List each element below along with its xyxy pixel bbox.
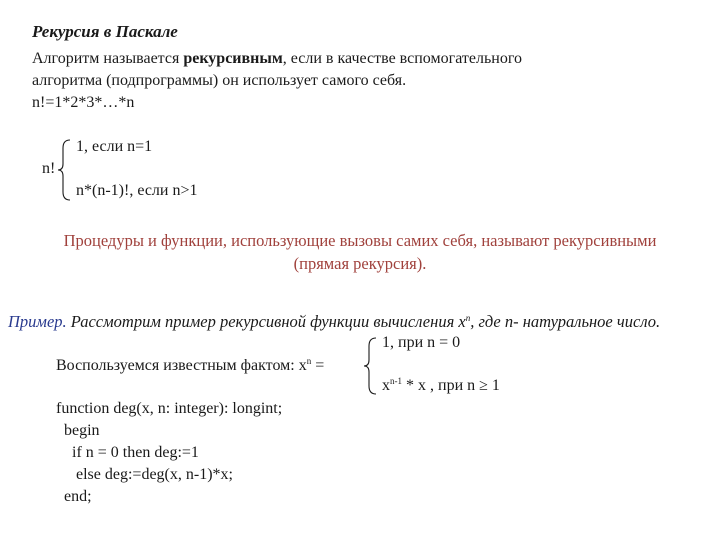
recursion-note-line-2: (прямая рекурсия). (293, 254, 427, 273)
code-line: else deg:=deg(x, n-1)*x; (56, 466, 233, 483)
example-lead: Пример. (8, 312, 67, 331)
power-fact-lhs (56, 356, 324, 375)
power-case-1: 1, при n = 0 (382, 334, 461, 351)
definition-text-cont: , если в качестве вспомогательного (282, 50, 522, 67)
code-line: function deg(x, n: integer): longint; (56, 400, 283, 417)
factorial-formula: n!=1*2*3*…*n (32, 94, 135, 111)
page-title: Рекурсия в Паскале (32, 22, 178, 41)
example-text-end: , где n- натуральное число. (470, 312, 661, 331)
recursion-note-line-1: Процедуры и функции, использующие вызовы самих себя, называют рекурсивными (63, 231, 657, 250)
example-statement (8, 312, 660, 332)
definition-bold-term: рекурсивным (183, 50, 283, 67)
power-fact-equals: = (311, 357, 325, 374)
factorial-case-1: 1, если n=1 (76, 138, 153, 155)
definition-line-1 (32, 50, 522, 68)
power-case-2 (382, 376, 500, 395)
left-brace-icon (56, 138, 72, 202)
definition-line-2: алгоритма (подпрограммы) он использует самого себя. (32, 72, 407, 89)
power-fact-sup: n (306, 356, 312, 366)
power-case-sup: n-1 (390, 376, 402, 386)
code-block (56, 398, 282, 508)
factorial-case-2: n*(n-1)!, если n>1 (76, 182, 198, 199)
code-line: if n = 0 then deg:=1 (56, 444, 199, 461)
example-text: Рассмотрим пример рекурсивной функции вычисления x (66, 312, 466, 331)
power-case-rest: * x , при n ≥ 1 (402, 377, 500, 394)
power-fact-text: Воспользуемся известным фактом: x (56, 357, 307, 374)
code-line: begin (56, 422, 100, 439)
factorial-lhs: n! (42, 160, 56, 177)
power-case-base: x (382, 377, 390, 394)
example-superscript: n (465, 313, 471, 323)
left-brace-icon (362, 336, 378, 396)
code-line: end; (56, 488, 92, 505)
definition-text: Алгоритм называется (32, 50, 184, 67)
